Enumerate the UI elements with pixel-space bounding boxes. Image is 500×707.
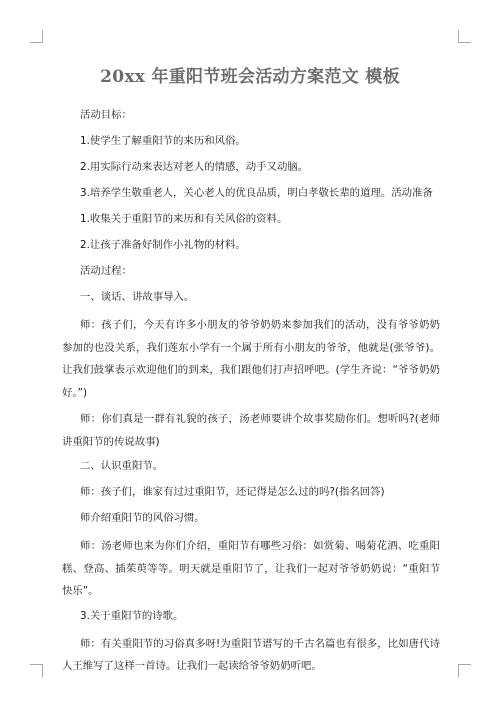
body-paragraph: 师：孩子们，今天有许多小朋友的爷爷奶奶来参加我们的活动，没有爷爷奶奶参加的也没关系，我们莲东小学有一个属于所有小朋友的爷爷，他就是(张爷爷)。让我们鼓掌表示欢迎他们的到来，我们跟他们打声招呼吧。(学生齐说：“爷爷奶奶好。”): [62, 319, 440, 399]
section-heading-goals: 活动目标：: [80, 109, 132, 121]
body-paragraph: 师：孩子们，谁家有过过重阳节，还记得是怎么过的吗?(指名回答): [80, 486, 385, 498]
body-paragraph: 师：汤老师也来为你们介绍，重阳节有哪些习俗：如赏菊、喝菊花酒、吃重阳糕、登高、插茱萸等等。明天就是重阳节了，让我们一起对爷爷奶奶说：“重阳节快乐”。: [62, 540, 440, 597]
body-paragraph: 师：有关重阳节的习俗真多呀!为重阳节谱写的千古名篇也有很多，比如唐代诗人王维写了这样一首诗。让我们一起读给爷爷奶奶听吧。: [62, 637, 440, 672]
goal-item: 1.使学生了解重阳节的来历和风俗。: [80, 135, 246, 147]
crop-mark-bottom-right: [458, 664, 471, 677]
crop-mark-top-right: [458, 30, 471, 43]
section-heading-process: 活动过程：: [80, 265, 132, 277]
document-body: [62, 106, 440, 682]
body-paragraph: 师：你们真是一群有礼貌的孩子，汤老师要讲个故事奖励你们。想听吗?(老师讲重阳节的传说故事): [62, 413, 440, 448]
crop-mark-bottom-left: [30, 664, 43, 677]
document-title: 20xx 年重阳节班会活动方案范文 模板: [100, 67, 400, 87]
process-step-heading: 一、谈话、讲故事导入。: [80, 291, 195, 303]
preparation-item: 1.收集关于重阳节的来历和有关风俗的资料。: [80, 213, 288, 225]
process-step-heading: 3.关于重阳节的诗歌。: [80, 609, 184, 622]
process-step-heading: 二、认识重阳节。: [80, 460, 164, 472]
crop-mark-top-left: [30, 30, 43, 43]
goal-item: 3.培养学生敬重老人，关心老人的优良品质，明白孝敬长辈的道理。活动准备: [80, 187, 433, 199]
preparation-item: 2.让孩子准备好制作小礼物的材料。: [80, 239, 246, 251]
goal-item: 2.用实际行动来表达对老人的情感，动手又动脑。: [80, 161, 309, 173]
body-paragraph: 师介绍重阳节的风俗习惯。: [80, 512, 205, 524]
